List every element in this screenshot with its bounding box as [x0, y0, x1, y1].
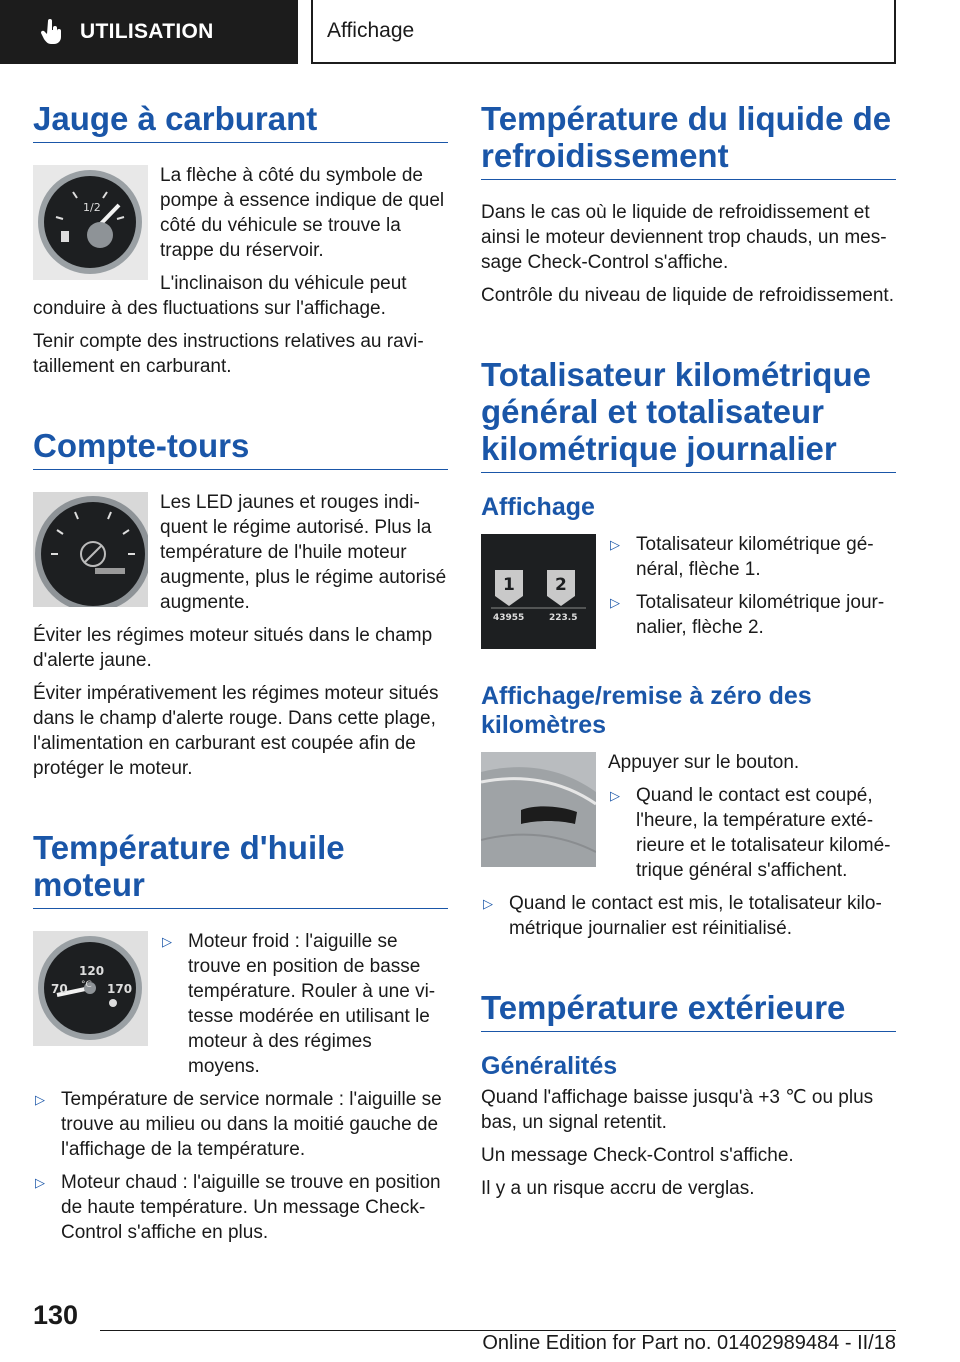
list-item: ▷ Quand le contact est mis, le totalisateur kilométrique journalier est réinitialisé.	[483, 893, 882, 939]
oil-temp-list-b	[33, 1087, 448, 1245]
section-title-oil-temp: Température d'huile moteur	[33, 829, 448, 909]
list-item: ▷ Moteur froid : l'aiguille se trouve en position de basse température. Rouler à une vitesse modérée en utilisant le moteur à des régimes moyens.	[162, 931, 436, 1077]
tacho-p3: Éviter impérativement les régimes moteur situés dans le champ d'alerte rouge. Dans cette plage, l'alimentation en carburant est coupée afin de protéger le moteur.	[33, 683, 439, 779]
section-title-outside-temp: Température extérieure	[481, 989, 896, 1032]
odo-trip-value: 223.5	[549, 613, 578, 623]
list-item: ▷ Totalisateur kilométrique général, flèche 1.	[610, 534, 874, 580]
odo-arrow-1-num: 1	[503, 575, 515, 595]
footer-edition: Online Edition for Part no. 01402989484 - II/18	[482, 1332, 896, 1354]
oil-gauge-unit: °C	[81, 980, 92, 990]
section-title-tachometer: Compte-tours	[33, 427, 448, 470]
subtitle-general: Généralités	[481, 1052, 618, 1080]
fuel-p3: Tenir compte des instructions relatives au ravitaillement en carburant.	[33, 331, 424, 377]
header-section	[311, 0, 896, 64]
header-section-label: Affichage	[327, 19, 415, 42]
oil-gauge-hi: 170	[107, 982, 133, 996]
oil-temp-gauge-image	[33, 931, 148, 1046]
fuel-p2: L'inclinaison du véhicule peut conduire à des fluctuations sur l'affichage.	[33, 273, 407, 319]
odo-total-value: 43955	[493, 613, 525, 623]
odometer-display-image	[481, 534, 596, 649]
oil-temp-list-a	[160, 929, 448, 1087]
coolant-p1: Dans le cas où le liquide de refroidissement et ainsi le moteur deviennent trop chauds, un message Check-Control s'affiche.	[481, 202, 887, 273]
list-item: ▷ Quand le contact est coupé, l'heure, la température extérieure et le totalisateur kilométrique général s'affichent.	[610, 785, 891, 881]
subtitle-reset: Affichage/remise à zéro des kilomètres	[481, 682, 812, 739]
fuel-p1: La flèche à côté du symbole de pompe à essence indique de quel côté du véhicule se trouve la trappe du réservoir.	[160, 165, 445, 261]
bullet-arrow-icon: ▷	[610, 788, 620, 803]
reset-list-b	[481, 891, 896, 941]
fuel-gauge-image	[33, 165, 148, 280]
reset-list-a	[608, 783, 896, 891]
oil-gauge-mid: 120	[79, 964, 105, 978]
header-tab	[0, 0, 298, 64]
left-column	[33, 100, 448, 1253]
reset-button-image	[481, 752, 596, 867]
list-item: ▷ Température de service normale : l'aiguille se trouve au milieu ou dans la moitié gauche de l'affichage de la température.	[35, 1089, 442, 1160]
section-title-odometer: Totalisateur kilométrique général et totalisateur kilométrique journalier	[481, 356, 896, 473]
bullet-arrow-icon: ▷	[483, 896, 493, 911]
odo-arrow-2-num: 2	[555, 575, 567, 595]
outside-p2: Un message Check-Control s'affiche.	[481, 1145, 794, 1166]
outside-p1: Quand l'affichage baisse jusqu'à +3 ℃ ou plus bas, un signal retentit.	[481, 1087, 874, 1133]
hand-pointer-icon	[40, 19, 62, 45]
bullet-arrow-icon: ▷	[162, 934, 172, 949]
footer-divider	[100, 1330, 896, 1331]
coolant-p2: Contrôle du niveau de liquide de refroidissement.	[481, 285, 894, 306]
outside-p3: Il y a un risque accru de verglas.	[481, 1178, 755, 1199]
bullet-arrow-icon: ▷	[610, 595, 620, 610]
tachometer-image	[33, 492, 148, 607]
subtitle-display: Affichage	[481, 493, 595, 521]
tacho-p1: Les LED jaunes et rouges indiquent le régime autorisé. Plus la température de l'huile moteur augmente, plus le régime autorisé augmente.	[160, 492, 447, 613]
header-tab-label: UTILISATION	[80, 20, 214, 43]
bullet-arrow-icon: ▷	[610, 537, 620, 552]
odometer-list	[608, 532, 896, 648]
section-title-fuel-gauge: Jauge à carburant	[33, 100, 448, 143]
bullet-arrow-icon: ▷	[35, 1092, 45, 1107]
list-item: ▷ Moteur chaud : l'aiguille se trouve en position de haute température. Un message Check-Control s'affiche en plus.	[35, 1172, 441, 1243]
bullet-arrow-icon: ▷	[35, 1175, 45, 1190]
reset-p1: Appuyer sur le bouton.	[608, 752, 800, 773]
tacho-p2: Éviter les régimes moteur situés dans le champ d'alerte jaune.	[33, 625, 433, 671]
list-item: ▷ Totalisateur kilométrique journalier, flèche 2.	[610, 592, 885, 638]
right-column	[481, 100, 896, 1209]
oil-gauge-lo: 70	[51, 982, 68, 996]
section-title-coolant: Température du liquide de refroidissement	[481, 100, 896, 180]
fuel-gauge-half-label: 1/2	[83, 201, 101, 214]
page-number: 130	[33, 1300, 79, 1330]
